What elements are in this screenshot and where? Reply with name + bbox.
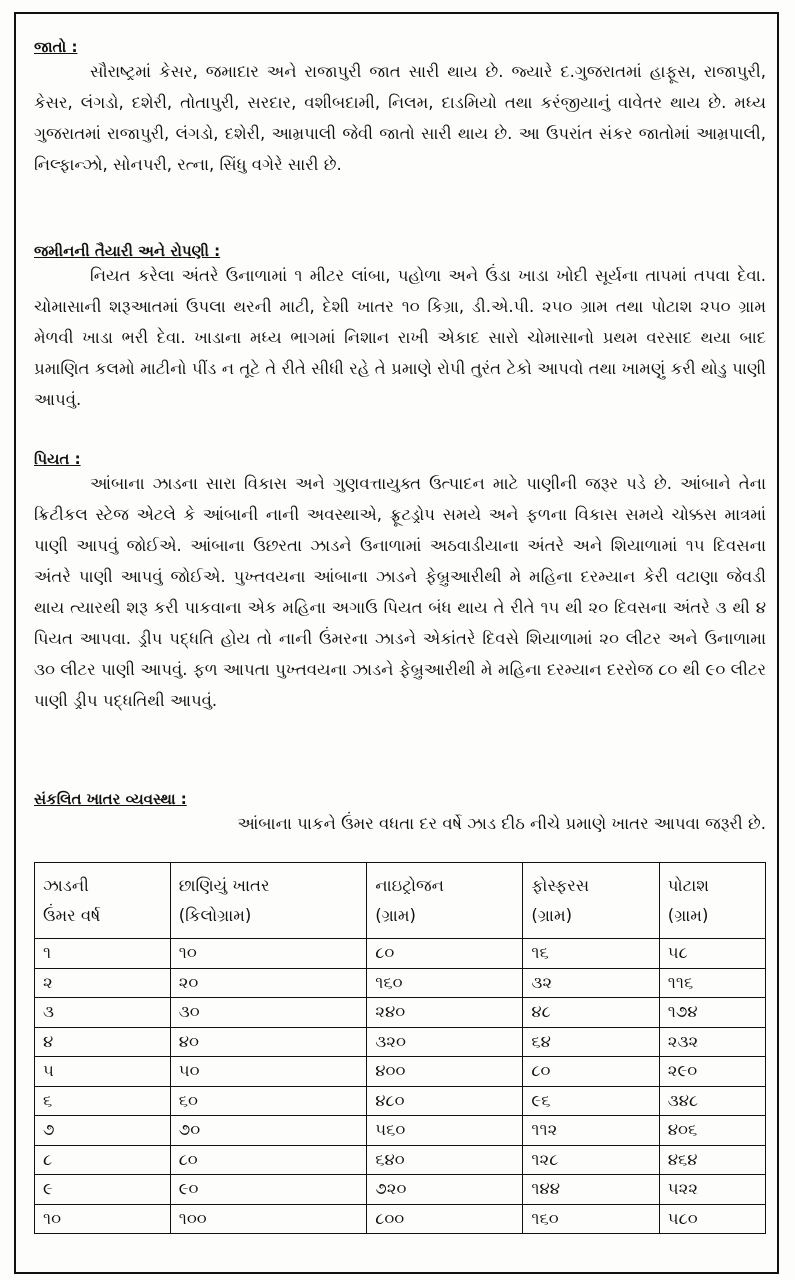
header-cell: ઝાડની ઉંમર વર્ષ [35,863,171,939]
table-cell: ૬૪ [523,1027,659,1057]
table-row [35,939,766,969]
table-cell: ૭૦ [170,1116,367,1146]
header-cell: પોટાશ (ગ્રામ) [659,863,765,939]
section-paragraph: આંબાના પાકને ઉંમર વધતા દર વર્ષે ઝાડ દીઠ નીચે પ્રમાણે ખાતર આપવા જરૂરી છે. [237,814,766,833]
section-varieties [34,38,766,180]
table-cell: ૩૦ [170,998,367,1028]
table-cell: ૧૬૦ [367,968,523,998]
table-cell: ૮૦૦ [367,1204,523,1234]
header-cell: ફોસ્ફરસ (ગ્રામ) [523,863,659,939]
table-cell: ૩૨૦ [367,1027,523,1057]
table-row [35,1086,766,1116]
table-cell: ૧૧૨ [523,1116,659,1146]
table-cell: ૫૨૨ [659,1175,765,1205]
section-heading: સંકલિત ખાતર વ્યવસ્થા : [34,790,187,808]
table-cell: ૨૦ [170,968,367,998]
table-cell: ૯૬ [523,1086,659,1116]
table-cell: ૨૪૦ [367,998,523,1028]
table-row [35,1027,766,1057]
table-cell: ૫૮૦ [659,1204,765,1234]
table-row [35,1116,766,1146]
table-cell: ૫ [35,1057,171,1087]
table-cell: ૮૦ [367,939,523,969]
table-cell: ૪૮૦ [367,1086,523,1116]
table-cell: ૫૦ [170,1057,367,1087]
table-cell: ૪૦૦ [367,1057,523,1087]
table-cell: ૩ [35,998,171,1028]
table-cell: ૧૨૮ [523,1145,659,1175]
header-cell: છાણિયું ખાતર (કિલોગ્રામ) [170,863,367,939]
table-cell: ૪ [35,1027,171,1057]
table-cell: ૧૭૪ [659,998,765,1028]
table-cell: ૯ [35,1175,171,1205]
fertilizer-table [34,862,766,1234]
section-irrigation [34,450,766,716]
table-cell: ૪૬૪ [659,1145,765,1175]
table-cell: ૧૪૪ [523,1175,659,1205]
table-row [35,1175,766,1205]
table-cell: ૫૬૦ [367,1116,523,1146]
table-cell: ૧૧૬ [659,968,765,998]
section-heading: પિયત : [34,450,81,468]
table-cell: ૧૦૦ [170,1204,367,1234]
section-paragraph: આંબાના ઝાડના સારા વિકાસ અને ગુણવત્તાયુક્ત ઉત્પાદન માટે પાણીની જરૂર પડે છે. આંબાને તેના ક્રિટીકલ સ્ટેજ એટલે કે આંબાની નાની અવસ્થાએ, ફ્રૂટડ્રોપ સમયે અને ફળના વિકાસ સમયે ચોક્કસ માત્રમાં પાણી આપવું જોઈએ. આંબાના ઉછરતા ઝાડને ઉનાળામાં અઠવાડીયાના અંતરે અને શિયાળામાં ૧૫ દિવસના અંતરે પાણી આપવું જોઈએ. પુખ્તવયના આંબાના ઝાડને ફેબ્રુઆરીથી મે મહિના દરમ્યાન કેરી વટાણા જેવડી થાય ત્યારથી શરૂ કરી પાકવાના એક મહિના અગાઉ પિયત બંધ થાય તે રીતે ૧૫ થી ૨૦ દિવસના અંતરે ૩ થી ૪ પિયત આપવા. ડ્રીપ પદ્ધતિ હોય તો નાની ઉંમરના ઝાડને એકાંતરે દિવસે શિયાળામાં ૨૦ લીટર અને ઉનાળામા ૩૦ લીટર પાણી આપવું. ફળ આપતા પુખ્તવયના ઝાડને ફેબ્રુઆરીથી મે મહિના દરમ્યાન દરરોજ ૮૦ થી ૯૦ લીટર પાણી ડ્રીપ પદ્ધતિથી આપવું. [34,474,766,710]
table-cell: ૬૪૦ [367,1145,523,1175]
table-cell: ૮૦ [523,1057,659,1087]
table-cell: ૧૦ [35,1204,171,1234]
header-cell: નાઇટ્રોજન (ગ્રામ) [367,863,523,939]
section-land-preparation [34,242,766,415]
table-row [35,1204,766,1234]
table-cell: ૭૨૦ [367,1175,523,1205]
section-paragraph: સૌરાષ્ટ્રમાં કેસર, જમાદાર અને રાજાપુરી જાત સારી થાય છે. જ્યારે દ.ગુજરાતમાં હાફૂસ, રાજાપુરી, કેસર, લંગડો, દશેરી, તોતાપુરી, સરદાર, વશીબદામી, નિલમ, દાડમિયો તથા કરંજીયાનું વાવેતર થાય છે. મધ્ય ગુજરાતમાં રાજાપુરી, લંગડો, દશેરી, આમ્રપાલી જેવી જાતો સારી થાય છે. આ ઉપરાંત સંકર જાતોમાં આમ્રપાલી, નિલ્ફાન્ઝો, સોનપરી, રત્ના, સિંધુ વગેરે સારી છે. [34,62,766,174]
table-row [35,968,766,998]
table-cell: ૧૦ [170,939,367,969]
table-row [35,1057,766,1087]
table-cell: ૫૮ [659,939,765,969]
section-heading: જમીનની તૈયારી અને રોપણી : [34,242,221,260]
table-row [35,998,766,1028]
table-cell: ૮૦ [170,1145,367,1175]
section-heading: જાતો : [34,38,78,56]
table-cell: ૪૦ [170,1027,367,1057]
fertilizer-table-wrap [34,862,766,1234]
table-cell: ૧ [35,939,171,969]
table-cell: ૨૯૦ [659,1057,765,1087]
table-cell: ૮ [35,1145,171,1175]
table-cell: ૧૬ [523,939,659,969]
table-cell: ૩૨ [523,968,659,998]
table-header-row [35,863,766,939]
table-cell: ૧૬૦ [523,1204,659,1234]
table-cell: ૭ [35,1116,171,1146]
table-cell: ૩૪૮ [659,1086,765,1116]
table-cell: ૯૦ [170,1175,367,1205]
table-cell: ૪૮ [523,998,659,1028]
table-cell: ૪૦૬ [659,1116,765,1146]
section-paragraph: નિયત કરેલા અંતરે ઉનાળામાં ૧ મીટર લાંબા, પહોળા અને ઉંડા ખાડા ખોદી સૂર્યના તાપમાં તપવા દેવા. ચોમાસાની શરૂઆતમાં ઉપલા થરની માટી, દેશી ખાતર ૧૦ કિગ્રા, ડી.એ.પી. ૨૫૦ ગ્રામ તથા પોટાશ ૨૫૦ ગ્રામ મેળવી ખાડા ભરી દેવા. ખાડાના મધ્ય ભાગમાં નિશાન રાખી એકાદ સારો ચોમાસાનો પ્રથમ વરસાદ થયા બાદ પ્રમાણિત કલમો માટીનો પીંડ ન તૂટે તે રીતે સીધી રહે તે પ્રમાણે રોપી તુરંત ટેકો આપવો તથા ખામણું કરી થોડુ પાણી આપવું. [34,266,766,409]
table-row [35,1145,766,1175]
section-fertilizer [34,790,766,839]
table-cell: ૨ [35,968,171,998]
table-cell: ૬ [35,1086,171,1116]
table-cell: ૨૩૨ [659,1027,765,1057]
table-cell: ૬૦ [170,1086,367,1116]
